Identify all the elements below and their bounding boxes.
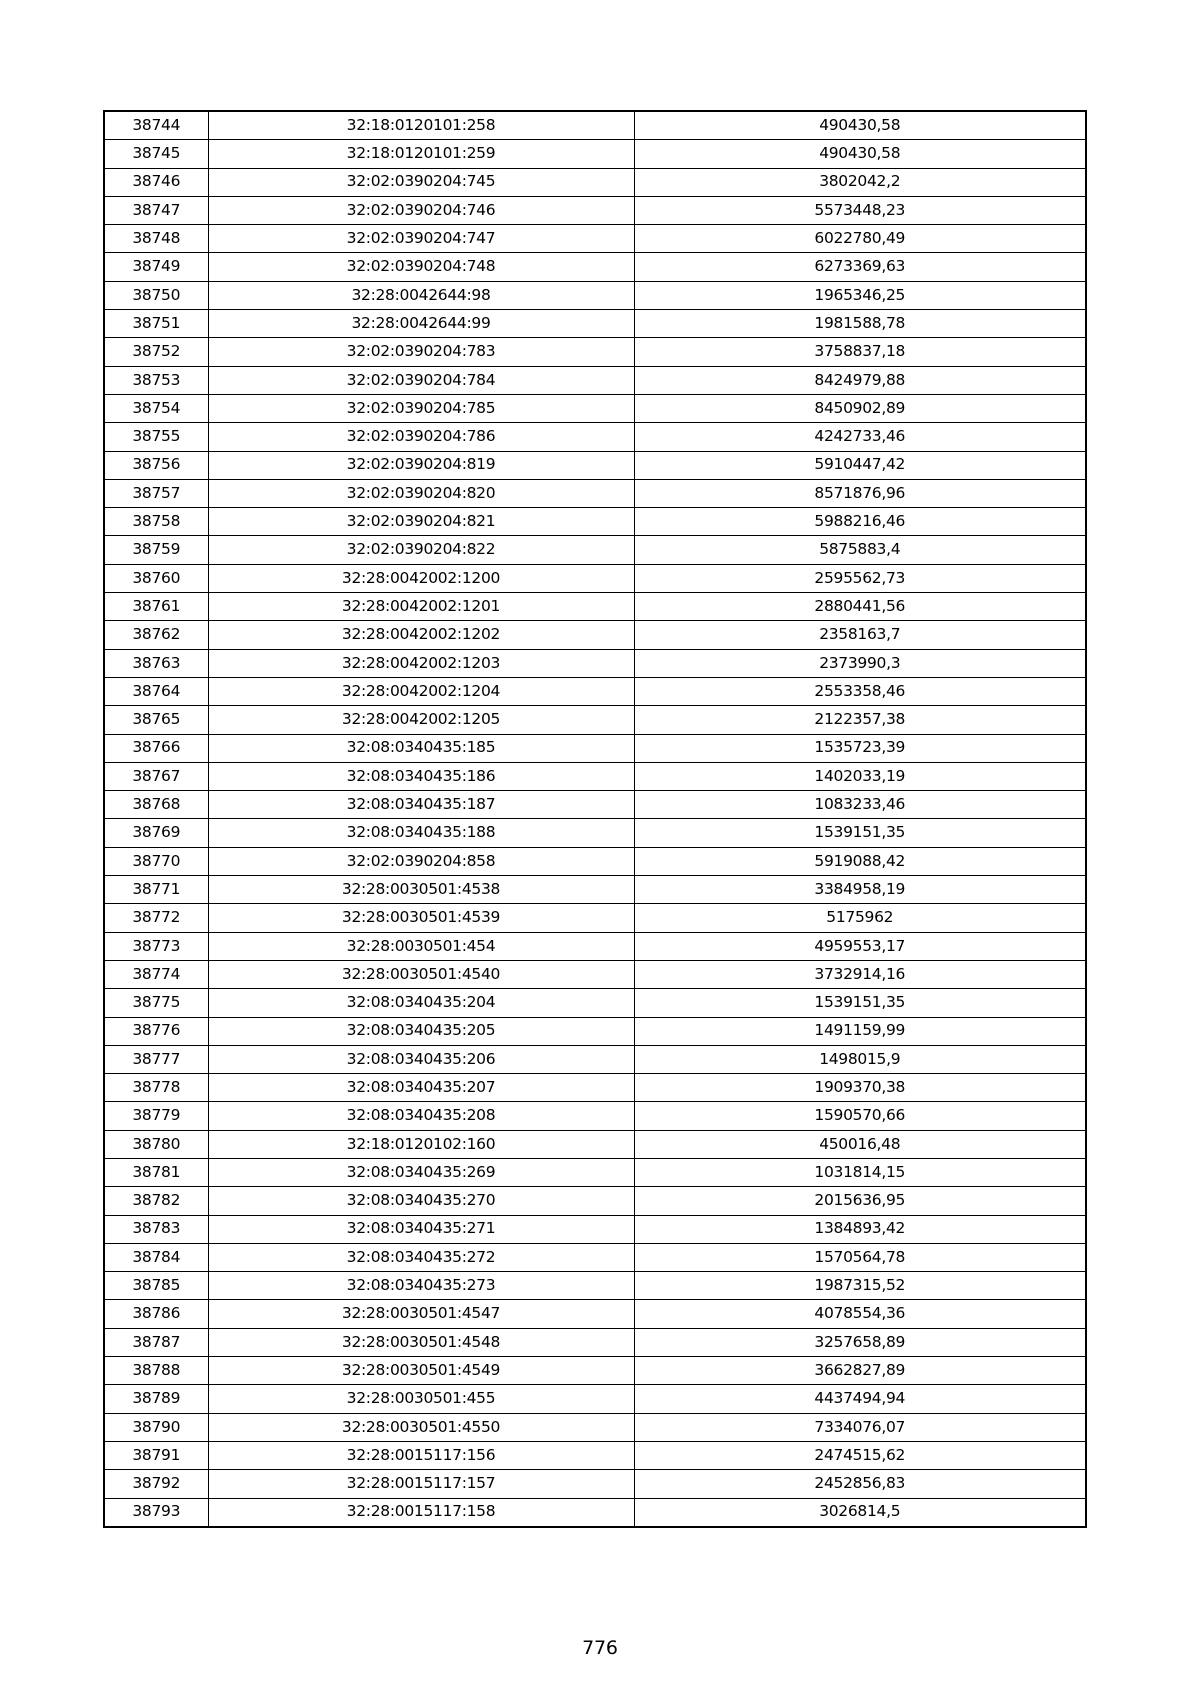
- table-row: [104, 1045, 1086, 1073]
- cadastral-number-cell: 32:08:0340435:204: [208, 989, 634, 1017]
- cadastral-number-cell: 32:08:0340435:188: [208, 819, 634, 847]
- row-number-cell: 38788: [104, 1357, 208, 1385]
- cadastral-number-cell: 32:08:0340435:207: [208, 1074, 634, 1102]
- cadastral-number-cell: 32:28:0030501:4549: [208, 1357, 634, 1385]
- cadastral-number-cell: 32:28:0015117:157: [208, 1470, 634, 1498]
- cadastral-number-cell: 32:08:0340435:206: [208, 1045, 634, 1073]
- cadastral-value-cell: 1498015,9: [634, 1045, 1086, 1073]
- row-number-cell: 38756: [104, 451, 208, 479]
- cadastral-value-cell: 2452856,83: [634, 1470, 1086, 1498]
- cadastral-value-cell: 5919088,42: [634, 847, 1086, 875]
- table-row: [104, 423, 1086, 451]
- cadastral-number-cell: 32:02:0390204:748: [208, 253, 634, 281]
- row-number-cell: 38776: [104, 1017, 208, 1045]
- table-row: [104, 734, 1086, 762]
- cadastral-value-cell: 1031814,15: [634, 1158, 1086, 1186]
- row-number-cell: 38757: [104, 479, 208, 507]
- table-row: [104, 904, 1086, 932]
- table-row: [104, 932, 1086, 960]
- cadastral-number-cell: 32:02:0390204:819: [208, 451, 634, 479]
- cadastral-value-cell: 1590570,66: [634, 1102, 1086, 1130]
- row-number-cell: 38770: [104, 847, 208, 875]
- table-row: [104, 253, 1086, 281]
- cadastral-number-cell: 32:28:0030501:454: [208, 932, 634, 960]
- cadastral-value-cell: 2358163,7: [634, 621, 1086, 649]
- cadastral-number-cell: 32:28:0030501:4540: [208, 960, 634, 988]
- cadastral-value-cell: 4078554,36: [634, 1300, 1086, 1328]
- cadastral-number-cell: 32:02:0390204:820: [208, 479, 634, 507]
- cadastral-value-cell: 8424979,88: [634, 366, 1086, 394]
- cadastral-number-cell: 32:28:0030501:455: [208, 1385, 634, 1413]
- table-row: [104, 451, 1086, 479]
- table-row: [104, 1498, 1086, 1527]
- cadastral-value-cell: 1987315,52: [634, 1272, 1086, 1300]
- row-number-cell: 38754: [104, 394, 208, 422]
- cadastral-number-cell: 32:28:0042644:99: [208, 310, 634, 338]
- table-row: [104, 1074, 1086, 1102]
- row-number-cell: 38774: [104, 960, 208, 988]
- cadastral-value-cell: 1402033,19: [634, 762, 1086, 790]
- cadastral-value-cell: 2015636,95: [634, 1187, 1086, 1215]
- row-number-cell: 38747: [104, 196, 208, 224]
- cadastral-number-cell: 32:02:0390204:783: [208, 338, 634, 366]
- row-number-cell: 38760: [104, 564, 208, 592]
- row-number-cell: 38785: [104, 1272, 208, 1300]
- table-row: [104, 960, 1086, 988]
- cadastral-number-cell: 32:02:0390204:821: [208, 508, 634, 536]
- table-row: [104, 196, 1086, 224]
- table-row: [104, 479, 1086, 507]
- cadastral-value-cell: 5910447,42: [634, 451, 1086, 479]
- table-row: [104, 1215, 1086, 1243]
- table-row: [104, 281, 1086, 309]
- row-number-cell: 38792: [104, 1470, 208, 1498]
- cadastral-value-cell: 3662827,89: [634, 1357, 1086, 1385]
- cadastral-number-cell: 32:02:0390204:784: [208, 366, 634, 394]
- table-row: [104, 706, 1086, 734]
- cadastral-number-cell: 32:08:0340435:272: [208, 1243, 634, 1271]
- row-number-cell: 38745: [104, 140, 208, 168]
- cadastral-value-cell: 5175962: [634, 904, 1086, 932]
- cadastral-value-cell: 5988216,46: [634, 508, 1086, 536]
- cadastral-number-cell: 32:02:0390204:745: [208, 168, 634, 196]
- cadastral-value-table: [103, 110, 1087, 1528]
- table-row: [104, 1357, 1086, 1385]
- cadastral-value-cell: 450016,48: [634, 1130, 1086, 1158]
- row-number-cell: 38749: [104, 253, 208, 281]
- table-row: [104, 649, 1086, 677]
- row-number-cell: 38750: [104, 281, 208, 309]
- cadastral-number-cell: 32:28:0042002:1200: [208, 564, 634, 592]
- row-number-cell: 38758: [104, 508, 208, 536]
- table-row: [104, 989, 1086, 1017]
- cadastral-number-cell: 32:02:0390204:747: [208, 225, 634, 253]
- table-row: [104, 366, 1086, 394]
- cadastral-value-cell: 1909370,38: [634, 1074, 1086, 1102]
- row-number-cell: 38790: [104, 1413, 208, 1441]
- cadastral-value-cell: 1570564,78: [634, 1243, 1086, 1271]
- row-number-cell: 38763: [104, 649, 208, 677]
- cadastral-number-cell: 32:08:0340435:271: [208, 1215, 634, 1243]
- table-row: [104, 876, 1086, 904]
- row-number-cell: 38793: [104, 1498, 208, 1527]
- cadastral-value-cell: 2880441,56: [634, 593, 1086, 621]
- row-number-cell: 38775: [104, 989, 208, 1017]
- cadastral-number-cell: 32:28:0030501:4538: [208, 876, 634, 904]
- cadastral-number-cell: 32:08:0340435:208: [208, 1102, 634, 1130]
- table-row: [104, 1158, 1086, 1186]
- cadastral-number-cell: 32:02:0390204:786: [208, 423, 634, 451]
- row-number-cell: 38783: [104, 1215, 208, 1243]
- cadastral-value-cell: 1965346,25: [634, 281, 1086, 309]
- row-number-cell: 38769: [104, 819, 208, 847]
- table-row: [104, 1102, 1086, 1130]
- cadastral-number-cell: 32:08:0340435:205: [208, 1017, 634, 1045]
- cadastral-value-cell: 6022780,49: [634, 225, 1086, 253]
- cadastral-value-cell: 4242733,46: [634, 423, 1086, 451]
- table-row: [104, 140, 1086, 168]
- row-number-cell: 38765: [104, 706, 208, 734]
- table-row: [104, 621, 1086, 649]
- cadastral-number-cell: 32:28:0042644:98: [208, 281, 634, 309]
- table-row: [104, 1385, 1086, 1413]
- row-number-cell: 38780: [104, 1130, 208, 1158]
- cadastral-value-cell: 1535723,39: [634, 734, 1086, 762]
- cadastral-value-cell: 3732914,16: [634, 960, 1086, 988]
- table-row: [104, 1300, 1086, 1328]
- row-number-cell: 38759: [104, 536, 208, 564]
- row-number-cell: 38744: [104, 111, 208, 140]
- cadastral-value-cell: 2122357,38: [634, 706, 1086, 734]
- cadastral-value-cell: 2474515,62: [634, 1441, 1086, 1469]
- cadastral-value-cell: 2595562,73: [634, 564, 1086, 592]
- cadastral-number-cell: 32:02:0390204:785: [208, 394, 634, 422]
- cadastral-value-cell: 8450902,89: [634, 394, 1086, 422]
- row-number-cell: 38766: [104, 734, 208, 762]
- cadastral-value-cell: 7334076,07: [634, 1413, 1086, 1441]
- row-number-cell: 38767: [104, 762, 208, 790]
- table-row: [104, 1441, 1086, 1469]
- cadastral-value-cell: 4959553,17: [634, 932, 1086, 960]
- table-row: [104, 1272, 1086, 1300]
- row-number-cell: 38791: [104, 1441, 208, 1469]
- table-row: [104, 310, 1086, 338]
- cadastral-number-cell: 32:18:0120101:259: [208, 140, 634, 168]
- row-number-cell: 38786: [104, 1300, 208, 1328]
- row-number-cell: 38764: [104, 677, 208, 705]
- table-row: [104, 1413, 1086, 1441]
- cadastral-value-cell: 1539151,35: [634, 819, 1086, 847]
- table-row: [104, 593, 1086, 621]
- table-row: [104, 508, 1086, 536]
- cadastral-number-cell: 32:02:0390204:746: [208, 196, 634, 224]
- row-number-cell: 38753: [104, 366, 208, 394]
- table-row: [104, 762, 1086, 790]
- cadastral-number-cell: 32:28:0042002:1203: [208, 649, 634, 677]
- table-body: [104, 111, 1086, 1527]
- cadastral-value-cell: 6273369,63: [634, 253, 1086, 281]
- cadastral-number-cell: 32:02:0390204:858: [208, 847, 634, 875]
- row-number-cell: 38773: [104, 932, 208, 960]
- cadastral-number-cell: 32:08:0340435:185: [208, 734, 634, 762]
- cadastral-value-cell: 3257658,89: [634, 1328, 1086, 1356]
- table-row: [104, 1243, 1086, 1271]
- cadastral-number-cell: 32:08:0340435:186: [208, 762, 634, 790]
- cadastral-value-cell: 8571876,96: [634, 479, 1086, 507]
- table-row: [104, 1130, 1086, 1158]
- cadastral-value-cell: 2553358,46: [634, 677, 1086, 705]
- row-number-cell: 38771: [104, 876, 208, 904]
- table-row: [104, 168, 1086, 196]
- cadastral-value-cell: 1491159,99: [634, 1017, 1086, 1045]
- row-number-cell: 38777: [104, 1045, 208, 1073]
- row-number-cell: 38782: [104, 1187, 208, 1215]
- cadastral-number-cell: 32:18:0120101:258: [208, 111, 634, 140]
- row-number-cell: 38752: [104, 338, 208, 366]
- cadastral-value-cell: 3758837,18: [634, 338, 1086, 366]
- cadastral-value-cell: 5573448,23: [634, 196, 1086, 224]
- cadastral-number-cell: 32:28:0030501:4550: [208, 1413, 634, 1441]
- cadastral-value-cell: 5875883,4: [634, 536, 1086, 564]
- cadastral-number-cell: 32:02:0390204:822: [208, 536, 634, 564]
- table-row: [104, 564, 1086, 592]
- cadastral-value-cell: 2373990,3: [634, 649, 1086, 677]
- cadastral-value-cell: 490430,58: [634, 111, 1086, 140]
- row-number-cell: 38784: [104, 1243, 208, 1271]
- row-number-cell: 38787: [104, 1328, 208, 1356]
- row-number-cell: 38746: [104, 168, 208, 196]
- cadastral-number-cell: 32:28:0015117:158: [208, 1498, 634, 1527]
- table-row: [104, 1187, 1086, 1215]
- table-row: [104, 1470, 1086, 1498]
- row-number-cell: 38755: [104, 423, 208, 451]
- row-number-cell: 38761: [104, 593, 208, 621]
- row-number-cell: 38779: [104, 1102, 208, 1130]
- cadastral-number-cell: 32:28:0030501:4548: [208, 1328, 634, 1356]
- row-number-cell: 38748: [104, 225, 208, 253]
- row-number-cell: 38778: [104, 1074, 208, 1102]
- table-row: [104, 338, 1086, 366]
- row-number-cell: 38762: [104, 621, 208, 649]
- page-number: 776: [582, 1637, 618, 1659]
- table-row: [104, 819, 1086, 847]
- table-row: [104, 791, 1086, 819]
- row-number-cell: 38781: [104, 1158, 208, 1186]
- cadastral-number-cell: 32:08:0340435:269: [208, 1158, 634, 1186]
- cadastral-number-cell: 32:28:0042002:1201: [208, 593, 634, 621]
- cadastral-number-cell: 32:28:0042002:1202: [208, 621, 634, 649]
- cadastral-number-cell: 32:28:0042002:1205: [208, 706, 634, 734]
- cadastral-value-cell: 490430,58: [634, 140, 1086, 168]
- cadastral-number-cell: 32:28:0030501:4547: [208, 1300, 634, 1328]
- row-number-cell: 38751: [104, 310, 208, 338]
- cadastral-value-cell: 1539151,35: [634, 989, 1086, 1017]
- table-row: [104, 536, 1086, 564]
- cadastral-number-cell: 32:28:0015117:156: [208, 1441, 634, 1469]
- cadastral-number-cell: 32:08:0340435:270: [208, 1187, 634, 1215]
- table-row: [104, 847, 1086, 875]
- cadastral-number-cell: 32:08:0340435:273: [208, 1272, 634, 1300]
- cadastral-number-cell: 32:28:0030501:4539: [208, 904, 634, 932]
- table-row: [104, 1017, 1086, 1045]
- table-row: [104, 225, 1086, 253]
- row-number-cell: 38768: [104, 791, 208, 819]
- cadastral-value-cell: 4437494,94: [634, 1385, 1086, 1413]
- cadastral-value-cell: 1083233,46: [634, 791, 1086, 819]
- row-number-cell: 38789: [104, 1385, 208, 1413]
- cadastral-value-cell: 3802042,2: [634, 168, 1086, 196]
- cadastral-number-cell: 32:28:0042002:1204: [208, 677, 634, 705]
- row-number-cell: 38772: [104, 904, 208, 932]
- cadastral-value-cell: 1384893,42: [634, 1215, 1086, 1243]
- cadastral-number-cell: 32:18:0120102:160: [208, 1130, 634, 1158]
- table-row: [104, 677, 1086, 705]
- cadastral-value-cell: 1981588,78: [634, 310, 1086, 338]
- cadastral-value-cell: 3384958,19: [634, 876, 1086, 904]
- table-row: [104, 1328, 1086, 1356]
- cadastral-number-cell: 32:08:0340435:187: [208, 791, 634, 819]
- table-row: [104, 394, 1086, 422]
- table-row: [104, 111, 1086, 140]
- cadastral-value-cell: 3026814,5: [634, 1498, 1086, 1527]
